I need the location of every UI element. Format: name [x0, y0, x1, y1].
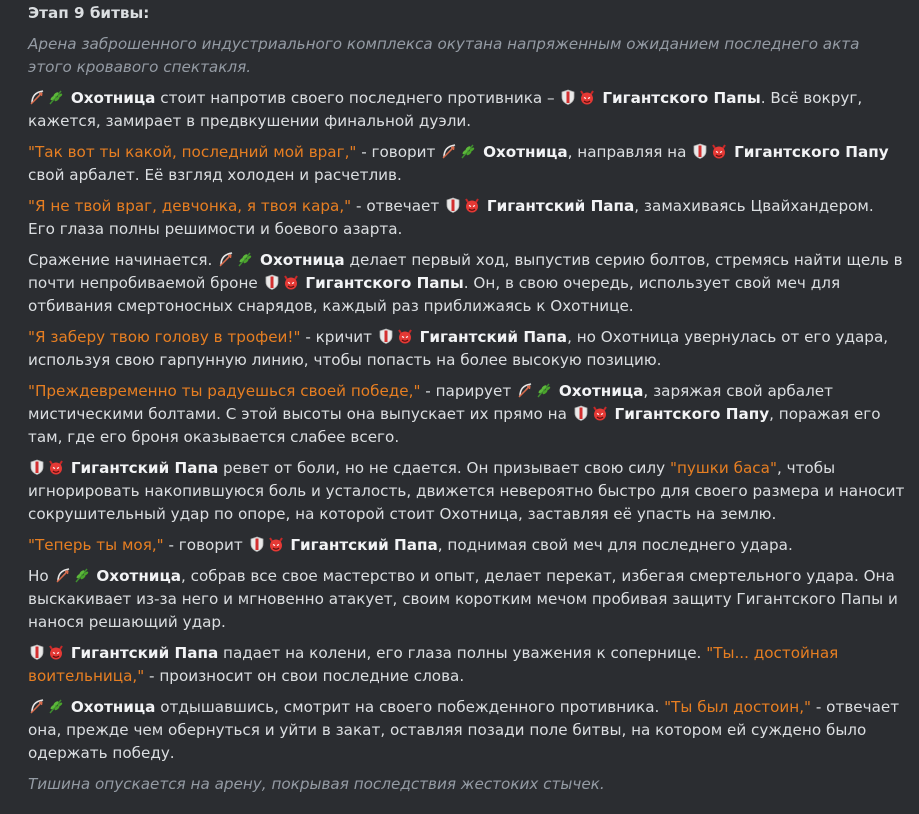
character-name: Охотница [558, 382, 644, 400]
shield-icon [377, 327, 395, 345]
demon-icon [578, 88, 596, 106]
story-paragraph [28, 141, 905, 187]
story-paragraph [28, 326, 905, 372]
narration-text: ревет от боли, но не сдается. Он призывает свою силу [218, 459, 670, 477]
story-paragraph [28, 696, 905, 765]
narration-text: свой арбалет. Её взгляд холоден и расчетлив. [28, 166, 402, 184]
narration-text: отдышавшись, смотрит на своего побежденного противника. [155, 698, 665, 716]
character-name: Гигантский Папа [486, 197, 635, 215]
narration-text: , замахиваясь Цвайхандером. Его глаза полны решимости и боевого азарта. [28, 197, 874, 238]
herb-icon [535, 381, 553, 399]
shield-icon [691, 142, 709, 160]
narration-text: Но [28, 567, 54, 585]
demon-icon [47, 458, 65, 476]
narration-text: - отвечает [351, 197, 445, 215]
character-name: Гигантский Папа [419, 328, 568, 346]
story-paragraph [28, 642, 905, 688]
character-name: Охотница [260, 251, 345, 269]
herb-icon [73, 566, 91, 584]
story-paragraph [28, 565, 905, 634]
intro-text: Арена заброшенного индустриального комплекса окутана напряженным ожиданием последнего акта этого кровавого спектакля. [28, 35, 860, 76]
narration-text: - отвечает она, прежде чем обернуться и уйти в закат, оставляя позади поле битвы, на котором ей суждено было одержать победу. [28, 698, 900, 762]
character-name: Охотница [483, 143, 568, 161]
herb-icon [236, 250, 254, 268]
character-name: Гигантский Папа [290, 536, 438, 554]
demon-icon [591, 404, 609, 422]
narration-text: падает на колени, его глаза полны уважения к сопернице. [218, 644, 707, 662]
story-paragraph [28, 534, 905, 557]
character-name: Охотница [96, 567, 181, 585]
dialogue-quote: "Теперь ты моя," [28, 536, 164, 554]
narration-text: стоит напротив своего последнего противника – [155, 89, 560, 107]
narration-text: , но Охотница увернулась от его удара, используя свою гарпунную линию, чтобы попасть на более высокую позицию. [28, 328, 889, 369]
shield-icon [559, 88, 577, 106]
character-name: Гигантский Папа [70, 644, 219, 662]
shield-icon [28, 643, 46, 661]
bow-icon [440, 142, 458, 160]
character-name: Гигантского Папу [734, 143, 889, 161]
dialogue-quote: "Преждевременно ты радуешься своей победе," [28, 382, 421, 400]
bow-icon [217, 250, 235, 268]
narration-text: - произносит он свои последние слова. [144, 667, 465, 685]
shield-icon [444, 196, 462, 214]
story-paragraph [28, 87, 905, 133]
demon-icon [267, 535, 285, 553]
narration-text: - кричит [300, 328, 377, 346]
demon-icon [463, 196, 481, 214]
demon-icon [47, 643, 65, 661]
narration-text: . Всё вокруг, кажется, замирает в предвкушении финальной дуэли. [28, 89, 863, 130]
character-name: Гигантского Папы [305, 274, 464, 292]
dialogue-quote: "Ты... достойная воительница," [28, 644, 839, 685]
narration-text: - говорит [163, 536, 248, 554]
narration-text: , поднимая свой меч для последнего удара. [437, 536, 793, 554]
narration-text: , заряжая свой арбалет мистическими болтами. С этой высоты она выпускает их прямо на [28, 382, 833, 423]
shield-icon [263, 273, 281, 291]
character-name: Гигантского Папу [614, 405, 770, 423]
bow-icon [28, 88, 46, 106]
narration-text: - парирует [420, 382, 516, 400]
paragraphs [28, 87, 905, 765]
herb-icon [47, 697, 65, 715]
demon-icon [282, 273, 300, 291]
narration-text: , направляя на [567, 143, 692, 161]
shield-icon [248, 535, 266, 553]
dialogue-quote: "Я не твой враг, девчонка, я твоя кара," [28, 197, 352, 215]
dialogue-quote: "Я заберу твою голову в трофеи!" [28, 328, 301, 346]
character-name: Гигантский Папа [70, 459, 219, 477]
story-paragraph [28, 195, 905, 241]
story-paragraph [28, 249, 905, 318]
herb-icon [47, 88, 65, 106]
narration-text: , чтобы игнорировать накопившуюся боль и усталость, движется невероятно быстро для своего размера и наносит сокрушительный удар по опоре, на которой стоит Охотница, заставляя её упасть на землю. [28, 459, 905, 523]
narration-text: делает первый ход, выпустив серию болтов, стремясь найти щель в почти непробиваемой броне [28, 251, 903, 292]
character-name: Охотница [70, 89, 156, 107]
stage-title: Этап 9 битвы: [28, 4, 150, 22]
dialogue-quote: "Ты был достоин," [664, 698, 812, 716]
narration-text: , собрав все свое мастерство и опыт, делает перекат, избегая смертельного удара. Она выскакивает из-за него и мгновенно атакует, своим коротким мечом пробивая защиту Гигантского Папы и нанося решающий удар. [28, 567, 898, 631]
shield-icon [28, 458, 46, 476]
bow-icon [28, 697, 46, 715]
narration-text: - говорит [356, 143, 441, 161]
herb-icon [459, 142, 477, 160]
bow-icon [54, 566, 72, 584]
character-name: Охотница [70, 698, 156, 716]
character-name: Гигантского Папы [602, 89, 761, 107]
shield-icon [572, 404, 590, 422]
demon-icon [396, 327, 414, 345]
outro-text: Тишина опускается на арену, покрывая последствия жестоких стычек. [28, 775, 605, 793]
dialogue-quote: "пушки баса" [669, 459, 777, 477]
demon-icon [710, 142, 728, 160]
dialogue-quote: "Так вот ты какой, последний мой враг," [28, 143, 357, 161]
story-paragraph [28, 457, 905, 526]
bow-icon [516, 381, 534, 399]
story-paragraph [28, 380, 905, 449]
narration-text: Сражение начинается. [28, 251, 218, 269]
narration-text: , поражая его там, где его броня оказывается слабее всего. [28, 405, 881, 446]
narration-text: . Он, в свою очередь, использует свой меч для отбивания смертоносных снарядов, каждый раз приближаясь к Охотнице. [28, 274, 841, 315]
